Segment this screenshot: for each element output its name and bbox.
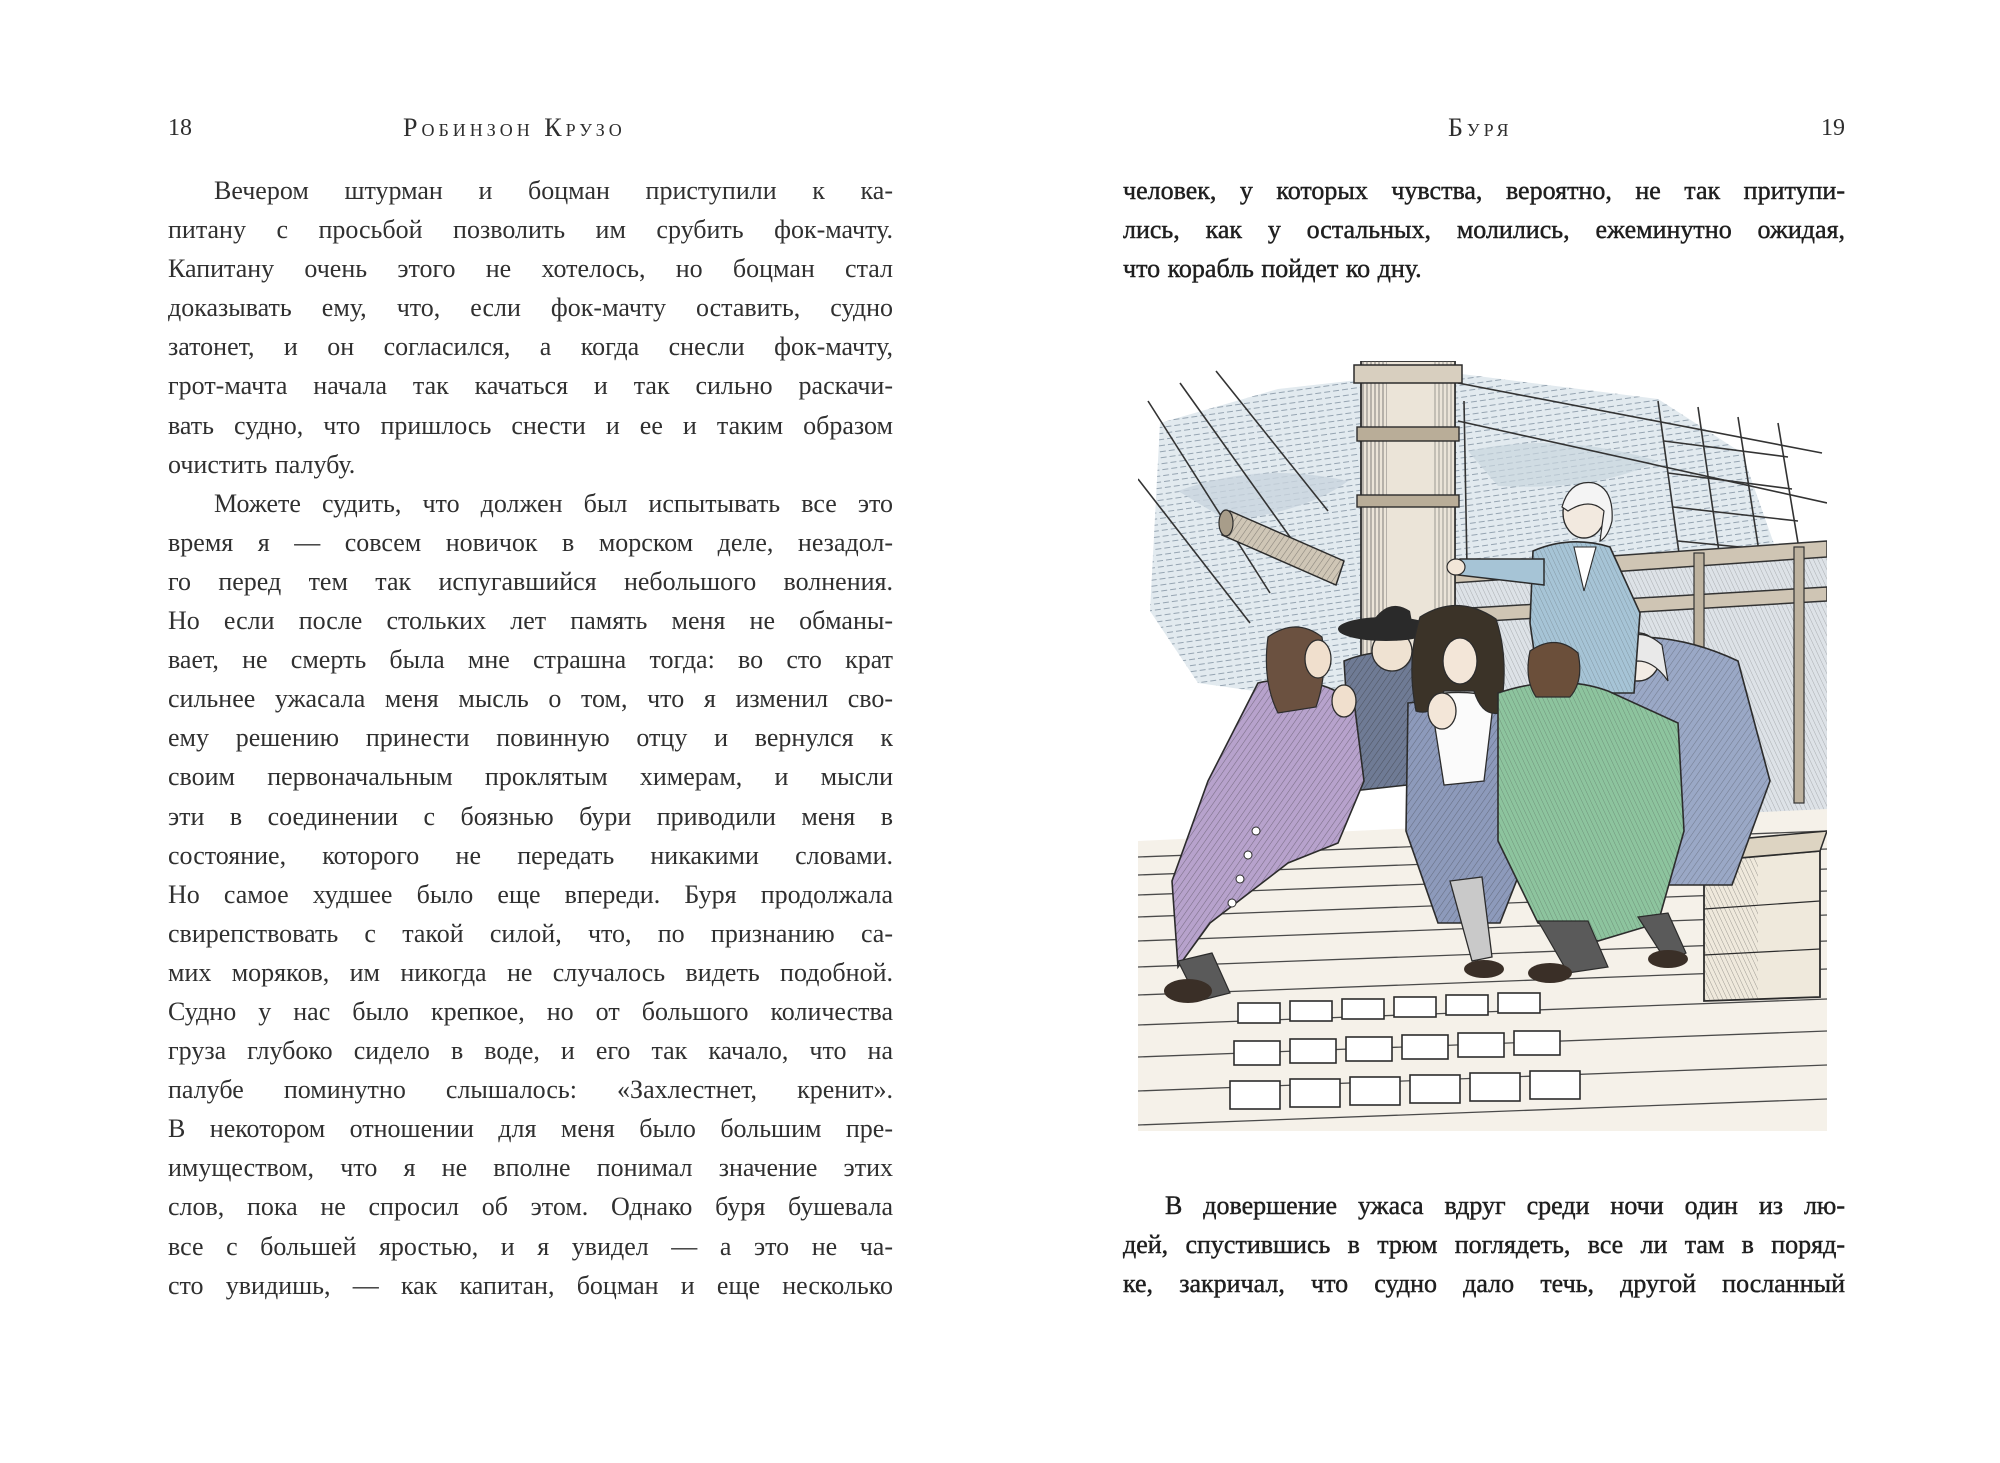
text-line: своим первоначальным проклятым химерам, и мысли xyxy=(168,762,893,792)
right-page xyxy=(1000,0,2000,1463)
text-line: время я — совсем новичок в морском деле, незадол- xyxy=(168,527,893,557)
text-line: доказывать ему, что, если фок-мачту оставить, судно xyxy=(168,293,893,323)
ship-storm-illustration xyxy=(1138,361,1827,1131)
body-text-bottom xyxy=(1123,1186,1845,1303)
text-line: ему решению принести повинную отцу и вернулся к xyxy=(168,723,893,753)
page-number: 18 xyxy=(168,115,192,141)
text-line: палубе поминутно слышалось: «Захлестнет, кренит». xyxy=(168,1075,893,1105)
text-line: дей, спустившись в трюм поглядеть, все ли там в поряд- xyxy=(1123,1230,1845,1260)
text-line: вает, не смерть была мне страшна тогда: во сто крат xyxy=(168,645,893,675)
text-line: эти в соединении с боязнью бури приводили меня в xyxy=(168,801,893,831)
text-line: грот-мачта начала так качаться и так сильно раскачи- xyxy=(168,371,893,401)
text-line: затонет, и он согласился, а когда снесли фок-мачту, xyxy=(168,332,893,362)
running-head: Буря xyxy=(1448,113,1513,142)
text-line: вать судно, что пришлось снести и ее и таким образом xyxy=(168,410,893,440)
text-line: В довершение ужаса вдруг среди ночи один из лю- xyxy=(1165,1191,1845,1220)
text-line: Но если после стольких лет память меня не обманы- xyxy=(168,606,893,636)
text-line: слов, пока не спросил об этом. Однако буря бушевала xyxy=(168,1192,893,1222)
text-line: что корабль пойдет ко дну. xyxy=(1123,254,1422,284)
text-line: человек, у которых чувства, вероятно, не так притупи- xyxy=(1123,176,1845,205)
text-line: имуществом, что я не вполне понимал значение этих xyxy=(168,1153,893,1183)
text-line: свирепствовать с такой силой, что, по признанию са- xyxy=(168,918,893,948)
text-line: В некотором отношении для меня было большим пре- xyxy=(168,1114,893,1144)
body-text-top xyxy=(1123,171,1845,288)
text-line: сто увидишь, — как капитан, боцман и еще несколько xyxy=(168,1270,893,1300)
text-line: состояние, которого не передать никакими словами. xyxy=(168,840,893,870)
text-line: мих моряков, им никогда не случалось видеть подобной. xyxy=(168,957,893,987)
running-head: Робинзон Крузо xyxy=(403,113,626,142)
page-number: 19 xyxy=(1821,115,1845,141)
text-line: го перед тем так испугавшийся небольшого волнения. xyxy=(168,566,893,596)
body-text xyxy=(168,171,893,1305)
text-line: сильнее ужасала меня мысль о том, что я изменил сво- xyxy=(168,684,893,714)
text-line: Судно у нас было крепкое, но от большого количества xyxy=(168,996,893,1026)
text-line: Но самое худшее было еще впереди. Буря продолжала xyxy=(168,879,893,909)
text-line: груза глубоко сидело в воде, и его так качало, что на xyxy=(168,1036,893,1066)
text-line: питану с просьбой позволить им срубить фок-мачту. xyxy=(168,215,893,245)
text-line: лись, как у остальных, молились, ежеминутно ожидая, xyxy=(1123,215,1845,245)
text-line: Вечером штурман и боцман приступили к ка- xyxy=(214,176,893,205)
text-line: Можете судить, что должен был испытывать все это xyxy=(214,488,893,518)
text-line: все с большей яростью, и я увидел — а это не ча- xyxy=(168,1231,893,1261)
text-line: Капитану очень этого не хотелось, но боцман стал xyxy=(168,254,893,284)
text-line: очистить палубу. xyxy=(168,449,356,479)
text-line: ке, закричал, что судно дало течь, другой посланный xyxy=(1123,1269,1845,1299)
